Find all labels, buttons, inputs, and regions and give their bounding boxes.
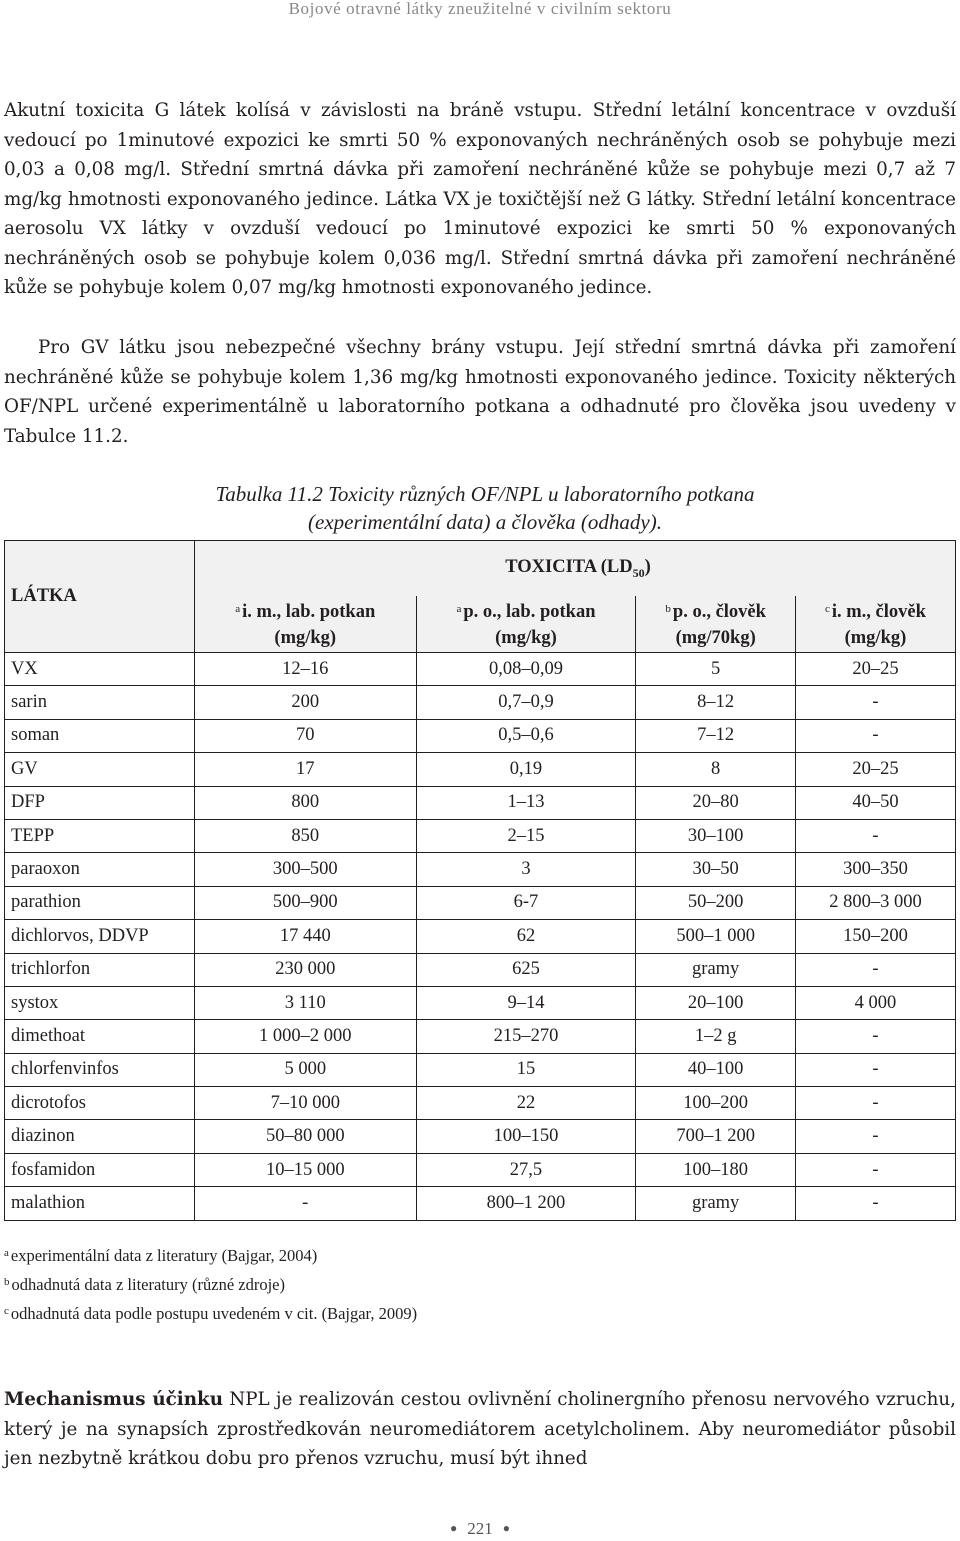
substance-name-cell: VX — [5, 653, 195, 686]
header-toxicity-sub: 50 — [632, 565, 645, 580]
header-col-note-mark: a — [456, 603, 462, 615]
header-col-line2: (mg/70kg) — [675, 628, 756, 648]
table-caption-line1: Tabulka 11.2 Toxicity různých OF/NPL u laboratorního potkana — [215, 482, 755, 506]
toxicity-value-cell: 5 — [636, 653, 795, 686]
toxicity-value-cell: 15 — [416, 1053, 636, 1086]
header-col-line1: p. o., člověk — [672, 602, 766, 622]
toxicity-value-cell: 4 000 — [795, 986, 955, 1019]
header-col-note-mark: a — [235, 603, 241, 615]
header-col-4 — [795, 596, 955, 653]
header-col-2 — [416, 596, 636, 653]
substance-name-cell: diazinon — [5, 1120, 195, 1153]
toxicity-value-cell: 3 110 — [195, 986, 417, 1019]
toxicity-value-cell: 10–15 000 — [195, 1153, 417, 1186]
mechanism-lead: Mechanismus účinku — [4, 1389, 223, 1410]
substance-name-cell: trichlorfon — [5, 953, 195, 986]
toxicity-value-cell: - — [195, 1187, 417, 1220]
toxicity-value-cell: 8–12 — [636, 686, 795, 719]
header-col-line2: (mg/kg) — [844, 628, 907, 648]
indent — [4, 337, 38, 358]
header-col-line1: i. m., člověk — [831, 602, 926, 622]
toxicity-value-cell: 0,5–0,6 — [416, 719, 636, 752]
footnote-c-mark: c — [4, 1305, 9, 1317]
toxicity-value-cell: 1 000–2 000 — [195, 1020, 417, 1053]
table-row — [5, 1053, 956, 1086]
toxicity-value-cell: 100–200 — [636, 1087, 795, 1120]
table-row — [5, 686, 956, 719]
toxicity-value-cell: 0,19 — [416, 753, 636, 786]
toxicity-value-cell: 7–10 000 — [195, 1087, 417, 1120]
header-substance: LÁTKA — [5, 541, 195, 653]
header-col-line1: p. o., lab. potkan — [463, 602, 596, 622]
page-number-value: 221 — [467, 1519, 493, 1538]
toxicity-value-cell: - — [795, 1020, 955, 1053]
substance-name-cell: sarin — [5, 686, 195, 719]
toxicity-value-cell: 0,7–0,9 — [416, 686, 636, 719]
toxicity-value-cell: 40–100 — [636, 1053, 795, 1086]
toxicity-value-cell: 27,5 — [416, 1153, 636, 1186]
table-row — [5, 986, 956, 1019]
substance-name-cell: GV — [5, 753, 195, 786]
header-col-1 — [195, 596, 417, 653]
header-col-line2: (mg/kg) — [274, 628, 337, 648]
bullet-right-icon: ● — [502, 1521, 510, 1535]
footnote-a-text: experimentální data z literatury (Bajgar, 2004) — [10, 1246, 318, 1265]
running-head: Bojové otravné látky zneužitelné v civilním sektoru — [288, 0, 672, 18]
substance-name-cell: soman — [5, 719, 195, 752]
toxicity-value-cell: 20–100 — [636, 986, 795, 1019]
page-number — [0, 1519, 960, 1539]
substance-name-cell: dichlorvos, DDVP — [5, 920, 195, 953]
toxicity-value-cell: 300–350 — [795, 853, 955, 886]
toxicity-value-cell: 9–14 — [416, 986, 636, 1019]
toxicity-value-cell: 2–15 — [416, 819, 636, 852]
toxicity-value-cell: 850 — [195, 819, 417, 852]
toxicity-value-cell: 17 — [195, 753, 417, 786]
table-row — [5, 920, 956, 953]
footnote-a-mark: a — [4, 1247, 9, 1259]
toxicity-value-cell: - — [795, 1187, 955, 1220]
footnote-a — [4, 1243, 317, 1266]
toxicity-value-cell: 200 — [195, 686, 417, 719]
substance-name-cell: malathion — [5, 1187, 195, 1220]
toxicity-value-cell: - — [795, 953, 955, 986]
footnote-c-text: odhadnutá data podle postupu uvedeném v cit. (Bajgar, 2009) — [10, 1304, 418, 1323]
toxicity-value-cell: 230 000 — [195, 953, 417, 986]
footnote-b-mark: b — [4, 1276, 10, 1288]
toxicity-value-cell: 800 — [195, 786, 417, 819]
substance-name-cell: TEPP — [5, 819, 195, 852]
substance-name-cell: paraoxon — [5, 853, 195, 886]
toxicity-value-cell: 70 — [195, 719, 417, 752]
toxicity-table — [4, 540, 956, 1221]
paragraph-mechanism — [4, 1385, 956, 1474]
table-row — [5, 953, 956, 986]
toxicity-value-cell: 300–500 — [195, 853, 417, 886]
toxicity-value-cell: 3 — [416, 853, 636, 886]
toxicity-value-cell: 40–50 — [795, 786, 955, 819]
table-row — [5, 886, 956, 919]
header-toxicity — [195, 541, 956, 597]
toxicity-value-cell: 1–2 g — [636, 1020, 795, 1053]
bullet-left-icon: ● — [450, 1521, 458, 1535]
substance-name-cell: chlorfenvinfos — [5, 1053, 195, 1086]
table-body — [5, 653, 956, 1221]
toxicity-value-cell: - — [795, 1120, 955, 1153]
toxicity-value-cell: 800–1 200 — [416, 1187, 636, 1220]
footnote-b — [4, 1272, 285, 1295]
paragraph-gv-text: Pro GV látku jsou nebezpečné všechny brány vstupu. Její střední smrtná dávka při zamoření nechráněné kůže se pohybuje kolem 1,36 mg/kg hmotnosti exponovaného jedince. Toxicity některých OF/NPL určené experimentálně u laboratorního potkana a odhadnuté pro člověka jsou uvedeny v Tabulce 11.2. — [4, 337, 956, 447]
table-row — [5, 786, 956, 819]
toxicity-value-cell: - — [795, 719, 955, 752]
toxicity-value-cell: gramy — [636, 1187, 795, 1220]
toxicity-value-cell: 1–13 — [416, 786, 636, 819]
toxicity-value-cell: 50–80 000 — [195, 1120, 417, 1153]
table-row — [5, 719, 956, 752]
toxicity-value-cell: 5 000 — [195, 1053, 417, 1086]
table-row — [5, 819, 956, 852]
table-row — [5, 653, 956, 686]
toxicity-value-cell: 700–1 200 — [636, 1120, 795, 1153]
toxicity-value-cell: - — [795, 686, 955, 719]
toxicity-value-cell: 8 — [636, 753, 795, 786]
substance-name-cell: dimethoat — [5, 1020, 195, 1053]
table-row — [5, 753, 956, 786]
table-row — [5, 1087, 956, 1120]
footnote-b-text: odhadnutá data z literatury (různé zdroje) — [11, 1275, 285, 1294]
toxicity-value-cell: 50–200 — [636, 886, 795, 919]
table-row — [5, 1153, 956, 1186]
substance-name-cell: dicrotofos — [5, 1087, 195, 1120]
footnote-c — [4, 1301, 417, 1324]
toxicity-value-cell: 30–100 — [636, 819, 795, 852]
substance-name-cell: systox — [5, 986, 195, 1019]
table-row — [5, 1120, 956, 1153]
toxicity-value-cell: 0,08–0,09 — [416, 653, 636, 686]
paragraph-acute-toxicity: Akutní toxicita G látek kolísá v závislosti na bráně vstupu. Střední letální koncentrace v ovzduší vedoucí po 1minutové expozici ke smrti 50 % exponovaných nechráněných osob se pohybuje mezi 0,03 a 0,08 mg/l. Střední smrtná dávka při zamoření nechráněné kůže se pohybuje mezi 0,7 až 7 mg/kg hmotnosti exponovaného jedince. Látka VX je toxičtější než G látky. Střední letální koncentrace aerosolu VX látky v ovzduší vedoucí po 1minutové expozici ke smrti 50 % exponovaných nechráněných osob se pohybuje kolem 0,036 mg/l. Střední smrtná dávka při zamoření nechráněné kůže se pohybuje kolem 0,07 mg/kg hmotnosti exponovaného jedince. — [4, 100, 956, 298]
toxicity-value-cell: - — [795, 819, 955, 852]
header-toxicity-suffix: ) — [644, 556, 651, 577]
toxicity-value-cell: - — [795, 1053, 955, 1086]
toxicity-value-cell: 20–25 — [795, 653, 955, 686]
header-col-3 — [636, 596, 795, 653]
header-col-line1: i. m., lab. potkan — [242, 602, 376, 622]
toxicity-value-cell: 6-7 — [416, 886, 636, 919]
header-col-note-mark: b — [665, 603, 671, 615]
toxicity-value-cell: - — [795, 1153, 955, 1186]
toxicity-value-cell: 2 800–3 000 — [795, 886, 955, 919]
toxicity-value-cell: 500–1 000 — [636, 920, 795, 953]
toxicity-value-cell: - — [795, 1087, 955, 1120]
table-row — [5, 853, 956, 886]
header-toxicity-prefix: TOXICITA (LD — [505, 556, 633, 577]
toxicity-value-cell: 12–16 — [195, 653, 417, 686]
mechanism-text: NPL je realizován cestou ovlivnění cholinergního přenosu nervového vzruchu, který je na synapsích zprostředkován neuromediátorem acetylcholinem. Aby neuromediátor působil jen nezbytně krátkou dobu pro přenos vzruchu, musí být ihned — [4, 1389, 956, 1469]
toxicity-value-cell: 100–180 — [636, 1153, 795, 1186]
paragraph-gv — [4, 333, 956, 451]
toxicity-value-cell: 17 440 — [195, 920, 417, 953]
table-caption-line2: (experimentální data) a člověka (odhady). — [308, 510, 662, 534]
toxicity-value-cell: 30–50 — [636, 853, 795, 886]
header-col-line2: (mg/kg) — [495, 628, 557, 648]
toxicity-value-cell: 20–80 — [636, 786, 795, 819]
header-col-note-mark: c — [824, 603, 830, 615]
substance-name-cell: fosfamidon — [5, 1153, 195, 1186]
toxicity-value-cell: 100–150 — [416, 1120, 636, 1153]
toxicity-value-cell: 22 — [416, 1087, 636, 1120]
toxicity-value-cell: 20–25 — [795, 753, 955, 786]
toxicity-value-cell: gramy — [636, 953, 795, 986]
table-row — [5, 1187, 956, 1220]
toxicity-value-cell: 62 — [416, 920, 636, 953]
substance-name-cell: DFP — [5, 786, 195, 819]
toxicity-value-cell: 7–12 — [636, 719, 795, 752]
substance-name-cell: parathion — [5, 886, 195, 919]
toxicity-value-cell: 215–270 — [416, 1020, 636, 1053]
table-row — [5, 1020, 956, 1053]
toxicity-value-cell: 500–900 — [195, 886, 417, 919]
toxicity-value-cell: 150–200 — [795, 920, 955, 953]
toxicity-value-cell: 625 — [416, 953, 636, 986]
